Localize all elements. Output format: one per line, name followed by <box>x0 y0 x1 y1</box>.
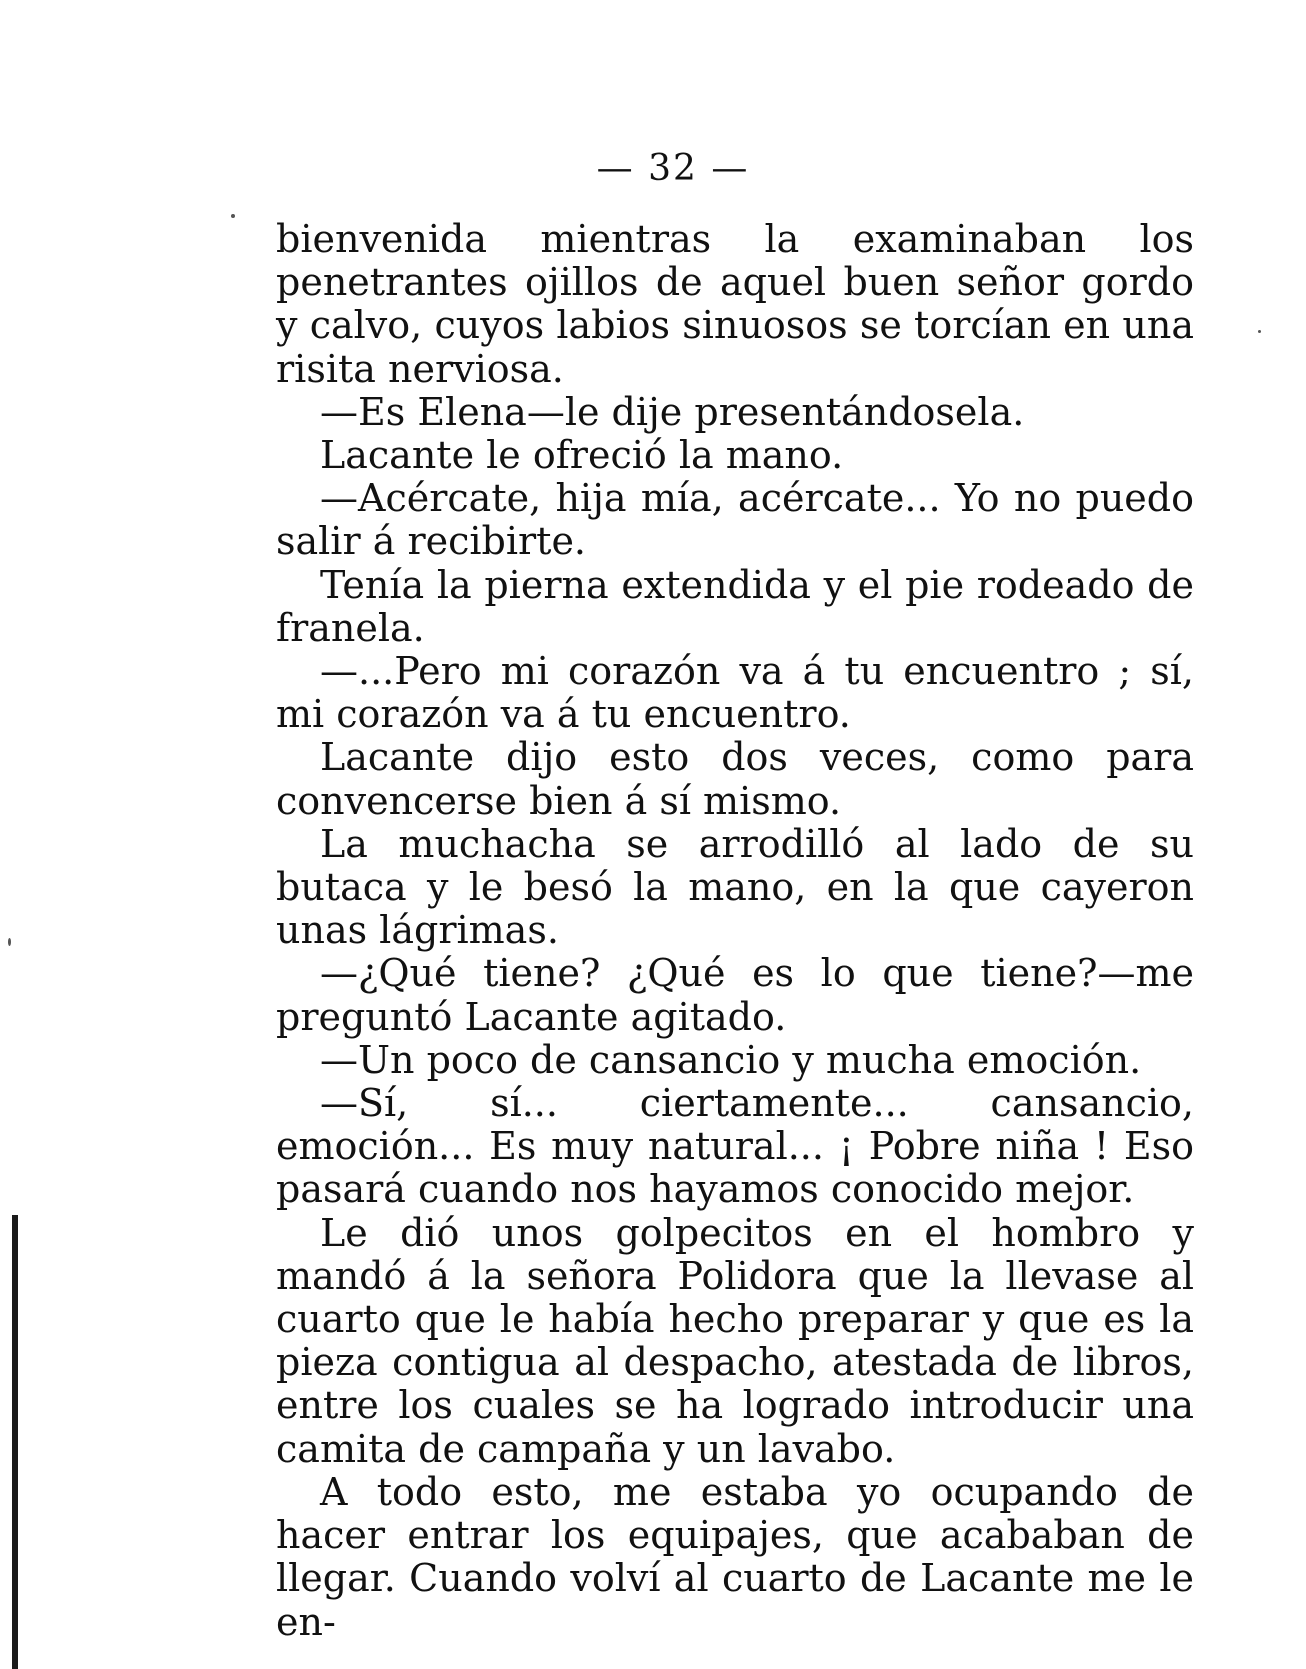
paragraph: bienvenida mientras la examinaban los penetrantes ojillos de aquel buen señor gordo y calvo, cuyos labios sinuosos se torcían en una risita nerviosa. <box>276 217 1194 391</box>
paragraph: —...Pero mi corazón va á tu encuentro ; sí, mi corazón va á tu encuentro. <box>276 649 1194 737</box>
paragraph: —Sí, sí... ciertamente... cansancio, emoción... Es muy natural... ¡ Pobre niña ! Eso pasará cuando nos hayamos conocido mejor. <box>276 1081 1194 1212</box>
paragraph: Lacante le ofreció la mano. <box>320 433 844 478</box>
print-speck <box>1258 330 1261 333</box>
body-text <box>276 218 1194 1644</box>
paragraph: A todo esto, me estaba yo ocupando de hacer entrar los equipajes, que acababan de llegar. Cuando volví al cuarto de Lacante me le en- <box>276 1469 1194 1644</box>
print-speck <box>231 214 235 218</box>
print-speck <box>8 938 11 946</box>
paragraph: —¿Qué tiene? ¿Qué es lo que tiene?—me preguntó Lacante agitado. <box>276 951 1194 1039</box>
paragraph: La muchacha se arrodilló al lado de su butaca y le besó la mano, en la que cayeron unas lágrimas. <box>276 821 1194 953</box>
page-binding-edge <box>12 1215 18 1669</box>
paragraph: —Acércate, hija mía, acércate... Yo no puedo salir á recibirte. <box>276 476 1194 564</box>
paragraph: Le dió unos golpecitos en el hombro y mandó á la señora Polidora que la llevase al cuarto que le había hecho preparar y que es la pieza contigua al despacho, atestada de libros, entre los cuales se ha logrado introducir una camita de campaña y un lavabo. <box>276 1210 1194 1471</box>
paragraph: —Un poco de cansancio y mucha emoción. <box>320 1037 1142 1082</box>
page-number: — 32 — <box>596 148 750 189</box>
paragraph: —Es Elena—le dije presentándosela. <box>320 389 1025 434</box>
paragraph: Tenía la pierna extendida y el pie rodeado de franela. <box>276 562 1194 650</box>
paragraph: Lacante dijo esto dos veces, como para convencerse bien á sí mismo. <box>276 735 1194 823</box>
